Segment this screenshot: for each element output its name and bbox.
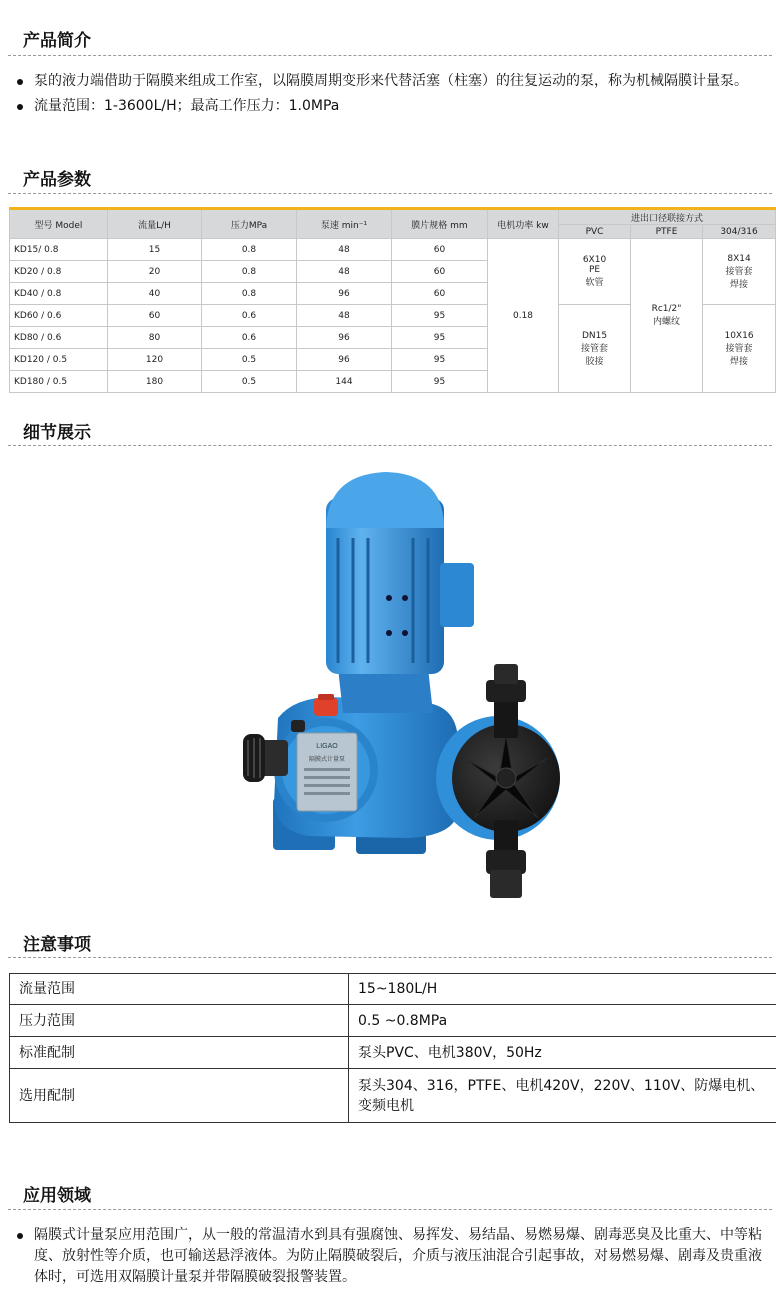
motor-fan-cover bbox=[326, 472, 444, 528]
section-divider bbox=[8, 193, 772, 194]
cell-flow: 180 bbox=[108, 371, 202, 393]
cell-model: KD20 / 0.8 bbox=[10, 261, 108, 283]
cell-power: 0.18 bbox=[488, 239, 559, 393]
inlet-nut bbox=[490, 870, 522, 898]
ss-line: 10X16 bbox=[724, 330, 754, 341]
note-label: 标准配制 bbox=[10, 1037, 349, 1069]
table-row bbox=[10, 1037, 776, 1069]
table-row bbox=[10, 974, 776, 1005]
nameplate-line bbox=[304, 776, 350, 779]
cell-pressure: 0.8 bbox=[202, 239, 297, 261]
pump-photo bbox=[8, 458, 772, 910]
bolt-icon bbox=[402, 630, 408, 636]
ptfe-line: Rc1/2" bbox=[651, 304, 682, 314]
cell-diaphragm: 95 bbox=[392, 305, 488, 327]
section-divider bbox=[8, 1209, 772, 1210]
cell-model: KD180 / 0.5 bbox=[10, 371, 108, 393]
col-header-power: 电机功率 kw bbox=[488, 209, 559, 239]
bolt-icon bbox=[402, 595, 408, 601]
ss-line: 焊接 bbox=[730, 356, 749, 367]
cell-speed: 48 bbox=[297, 239, 392, 261]
note-value: 泵头304、316，PTFE、电机420V，220V、110V、防爆电机、变频电机 bbox=[349, 1069, 776, 1123]
note-value: 15~180L/H bbox=[349, 974, 776, 1005]
cell-diaphragm: 95 bbox=[392, 349, 488, 371]
section-title-params: 产品参数 bbox=[23, 170, 91, 190]
nameplate-brand: LIGAO bbox=[316, 743, 338, 750]
cell-flow: 20 bbox=[108, 261, 202, 283]
cell-diaphragm: 60 bbox=[392, 261, 488, 283]
cell-speed: 48 bbox=[297, 261, 392, 283]
cell-ss-group2 bbox=[703, 305, 776, 393]
cell-flow: 15 bbox=[108, 239, 202, 261]
ss-line: 接管套 bbox=[725, 266, 753, 277]
cell-speed: 96 bbox=[297, 327, 392, 349]
application-bullet: 隔膜式计量泵应用范围广，从一般的常温清水到具有强腐蚀、易挥发、易结晶、易燃易爆、剧毒恶臭及比重大、中等粘度、放射性等介质，也可输送悬浮液体。为防止隔膜破裂后，介质与液压油混合引起事故，对易燃易爆、剧毒及贵重液体时，可选用双隔膜计量泵并带隔膜破裂报警装置。 bbox=[14, 1225, 774, 1288]
table-row bbox=[10, 1069, 776, 1123]
col-header-diaphragm: 膜片规格 mm bbox=[392, 209, 488, 239]
cell-ptfe bbox=[631, 239, 703, 393]
ss-line: 焊接 bbox=[730, 279, 749, 290]
col-header-speed: 泵速 min⁻¹ bbox=[297, 209, 392, 239]
cell-diaphragm: 95 bbox=[392, 371, 488, 393]
cell-diaphragm: 60 bbox=[392, 283, 488, 305]
cell-model: KD120 / 0.5 bbox=[10, 349, 108, 371]
cell-model: KD15/ 0.8 bbox=[10, 239, 108, 261]
note-value: 泵头PVC、电机380V，50Hz bbox=[349, 1037, 776, 1069]
cell-diaphragm: 60 bbox=[392, 239, 488, 261]
cell-pressure: 0.5 bbox=[202, 349, 297, 371]
table-row bbox=[10, 239, 776, 261]
col-header-ss: 304/316 bbox=[703, 225, 776, 239]
note-label: 选用配制 bbox=[10, 1069, 349, 1123]
pvc-line: DN15 bbox=[581, 330, 608, 341]
pump-head-center bbox=[496, 768, 516, 788]
cell-flow: 80 bbox=[108, 327, 202, 349]
pvc-line: 软管 bbox=[585, 278, 604, 288]
cell-model: KD80 / 0.6 bbox=[10, 327, 108, 349]
col-header-pressure: 压力MPa bbox=[202, 209, 297, 239]
cell-pressure: 0.5 bbox=[202, 371, 297, 393]
cell-diaphragm: 95 bbox=[392, 327, 488, 349]
bolt-icon bbox=[386, 630, 392, 636]
terminal-box bbox=[440, 563, 474, 627]
cell-flow: 120 bbox=[108, 349, 202, 371]
nameplate-line bbox=[304, 784, 350, 787]
cell-pressure: 0.6 bbox=[202, 327, 297, 349]
pvc-line: 胶接 bbox=[585, 356, 604, 367]
cell-model: KD40 / 0.8 bbox=[10, 283, 108, 305]
note-label: 压力范围 bbox=[10, 1005, 349, 1037]
section-divider bbox=[8, 957, 772, 958]
ss-line: 接管套 bbox=[725, 343, 753, 354]
diaphragm-pump-illustration bbox=[8, 458, 772, 910]
cell-pvc-group1 bbox=[559, 239, 631, 305]
screw-icon bbox=[291, 720, 305, 732]
nameplate-title: 隔膜式计量泵 bbox=[308, 756, 346, 763]
section-title-notes: 注意事项 bbox=[23, 935, 91, 955]
intro-list bbox=[14, 71, 774, 117]
intro-bullet-1: 泵的液力端借助于隔膜来组成工作室，以隔膜周期变形来代替活塞（柱塞）的往复运动的泵，称为机械隔膜计量泵。 bbox=[14, 71, 774, 92]
cell-speed: 96 bbox=[297, 349, 392, 371]
note-value: 0.5 ~0.8MPa bbox=[349, 1005, 776, 1037]
bolt-icon bbox=[386, 595, 392, 601]
ptfe-line: 内螺纹 bbox=[652, 317, 680, 327]
motor-neck bbox=[338, 668, 433, 713]
cell-speed: 144 bbox=[297, 371, 392, 393]
cell-pressure: 0.8 bbox=[202, 261, 297, 283]
notes-table bbox=[9, 973, 776, 1123]
pvc-line: PE bbox=[588, 265, 601, 275]
pvc-line: 6X10 bbox=[582, 255, 607, 265]
nameplate-line bbox=[304, 792, 350, 795]
oil-cap bbox=[314, 698, 338, 716]
outlet-nut bbox=[494, 664, 518, 684]
col-header-connection: 进出口径联接方式 bbox=[559, 209, 776, 225]
cell-model: KD60 / 0.6 bbox=[10, 305, 108, 327]
section-divider bbox=[8, 55, 772, 56]
oil-cap-top bbox=[318, 694, 334, 700]
cell-speed: 48 bbox=[297, 305, 392, 327]
col-header-model: 型号 Model bbox=[10, 209, 108, 239]
cell-pressure: 0.8 bbox=[202, 283, 297, 305]
note-label: 流量范围 bbox=[10, 974, 349, 1005]
col-header-flow: 流量L/H bbox=[108, 209, 202, 239]
nameplate-line bbox=[304, 768, 350, 771]
application-list bbox=[14, 1225, 774, 1288]
cell-flow: 60 bbox=[108, 305, 202, 327]
intro-bullet-2: 流量范围：1-3600L/H；最高工作压力：1.0MPa bbox=[14, 96, 774, 117]
cell-pressure: 0.6 bbox=[202, 305, 297, 327]
col-header-pvc: PVC bbox=[559, 225, 631, 239]
params-table bbox=[9, 207, 776, 393]
cell-flow: 40 bbox=[108, 283, 202, 305]
cell-speed: 96 bbox=[297, 283, 392, 305]
pvc-line: 接管套 bbox=[580, 343, 608, 354]
section-title-intro: 产品简介 bbox=[23, 31, 91, 51]
cell-pvc-group2 bbox=[559, 305, 631, 393]
section-title-application: 应用领域 bbox=[23, 1186, 91, 1206]
cell-ss-group1 bbox=[703, 239, 776, 305]
col-header-ptfe: PTFE bbox=[631, 225, 703, 239]
section-divider bbox=[8, 445, 772, 446]
table-row bbox=[10, 1005, 776, 1037]
section-title-details: 细节展示 bbox=[23, 423, 91, 443]
ss-line: 8X14 bbox=[727, 253, 751, 264]
